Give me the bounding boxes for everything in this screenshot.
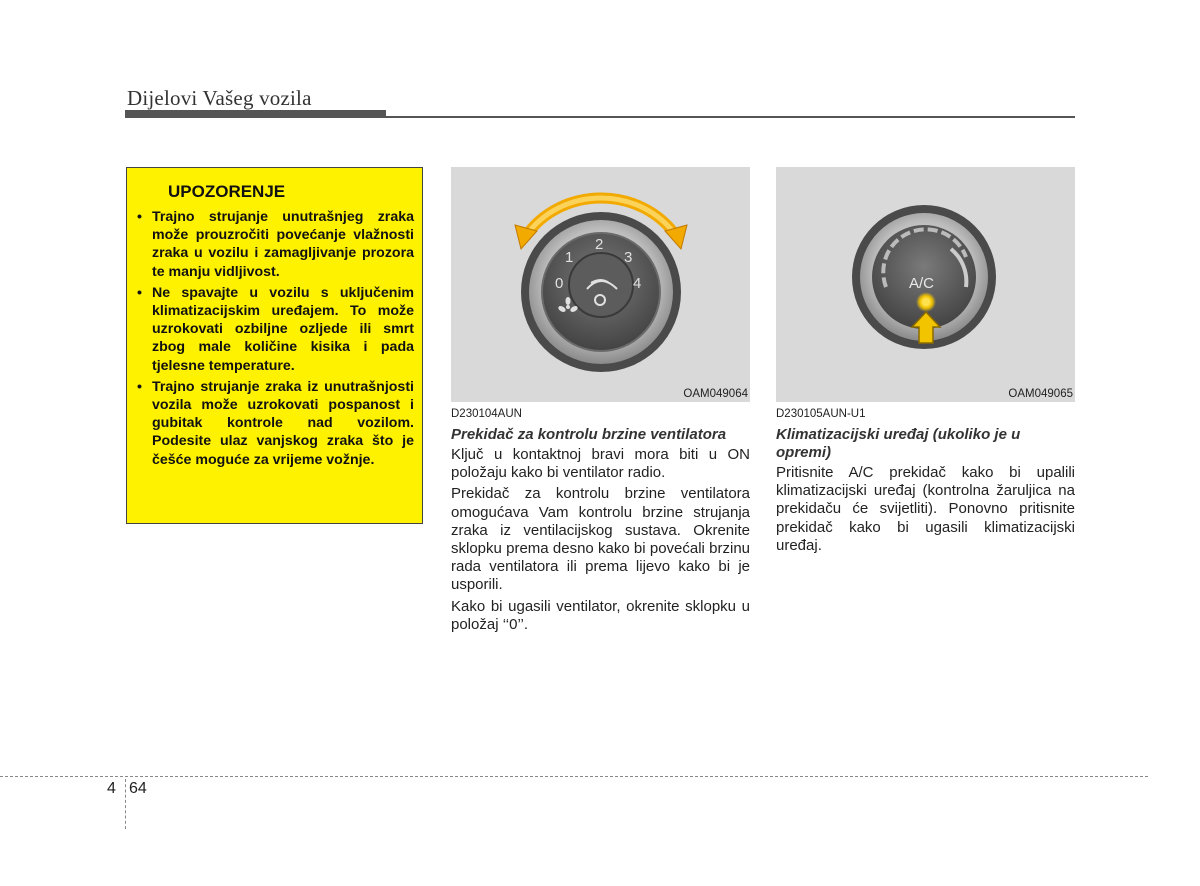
fan-speed-figure xyxy=(451,167,750,402)
dial-label-4: 4 xyxy=(633,275,642,292)
section-ref: D230105AUN-U1 xyxy=(776,408,866,420)
header-rule xyxy=(125,116,1075,118)
dial-label-3: 3 xyxy=(624,249,633,266)
warning-item: • Trajno strujanje unutrašnjeg zraka može prouzročiti povećanje vlažnosti zraka u vozilu i zamagljivanje prozora te manju vidljivost. xyxy=(136,208,414,281)
ac-section xyxy=(776,408,1075,558)
dial-label-0: 0 xyxy=(555,275,564,292)
section-ref: D230104AUN xyxy=(451,408,522,420)
figure-code: OAM049064 xyxy=(683,388,748,400)
dial-label-2: 2 xyxy=(595,236,604,253)
warning-box xyxy=(126,167,423,524)
section-title: Klimatizacijski uređaj (ukoliko je u opremi) xyxy=(776,426,1021,461)
footer-divider xyxy=(0,776,1148,777)
fan-dial-illustration xyxy=(451,167,750,402)
page-number: 64 xyxy=(129,780,147,797)
paragraph: Prekidač za kontrolu brzine ventilatora omogućava Vam kontrolu brzine strujanja zraka iz ventilacijskog sustava. Okrenite sklopku prema desno kako bi povećali brzinu rada ventilatora ili prema lijevo kako bi je usporili. xyxy=(451,485,750,594)
ac-figure xyxy=(776,167,1075,402)
ac-button-label: A/C xyxy=(909,275,935,292)
fan-section xyxy=(451,408,750,637)
figure-code: OAM049065 xyxy=(1008,388,1073,400)
paragraph: Ključ u kontaktnoj bravi mora biti u ON položaju kako bi ventilator radio. xyxy=(451,446,750,482)
warning-item: • Trajno strujanje zraka iz unutrašnjosti vozila može uzrokovati pospanost i gubitak kontrole nad vozilom. Podesite ulaz vanjskog zraka što je češće moguće za vrijeme vožnje. xyxy=(136,378,414,469)
warning-item: • Ne spavajte u vozilu s uključenim klimatizacijskim uređajem. To može uzrokovati ozbiljne ozljede ili smrt zbog male količine kisika i pada tjelesne temperature. xyxy=(136,284,414,375)
paragraph: Kako bi ugasili ventilator, okrenite sklopku u položaj ‘‘0’’. xyxy=(451,597,750,633)
warning-title: UPOZORENJE xyxy=(168,182,286,201)
paragraph: Pritisnite A/C prekidač kako bi upalili klimatizacijski uređaj (kontrolna žaruljica na prekidaču će svijetliti). Ponovno pritisnite prekidač kako bi ugasili klimatizacijski uređaj. xyxy=(776,464,1075,554)
ac-dial-illustration xyxy=(776,167,1075,402)
header-title: Dijelovi Vašeg vozila xyxy=(127,86,312,110)
page-section-number: 4 xyxy=(107,780,116,797)
footer-vertical-divider xyxy=(125,779,126,829)
section-title: Prekidač za kontrolu brzine ventilatora xyxy=(451,426,727,443)
warning-list xyxy=(136,208,414,472)
dial-label-1: 1 xyxy=(565,249,574,266)
